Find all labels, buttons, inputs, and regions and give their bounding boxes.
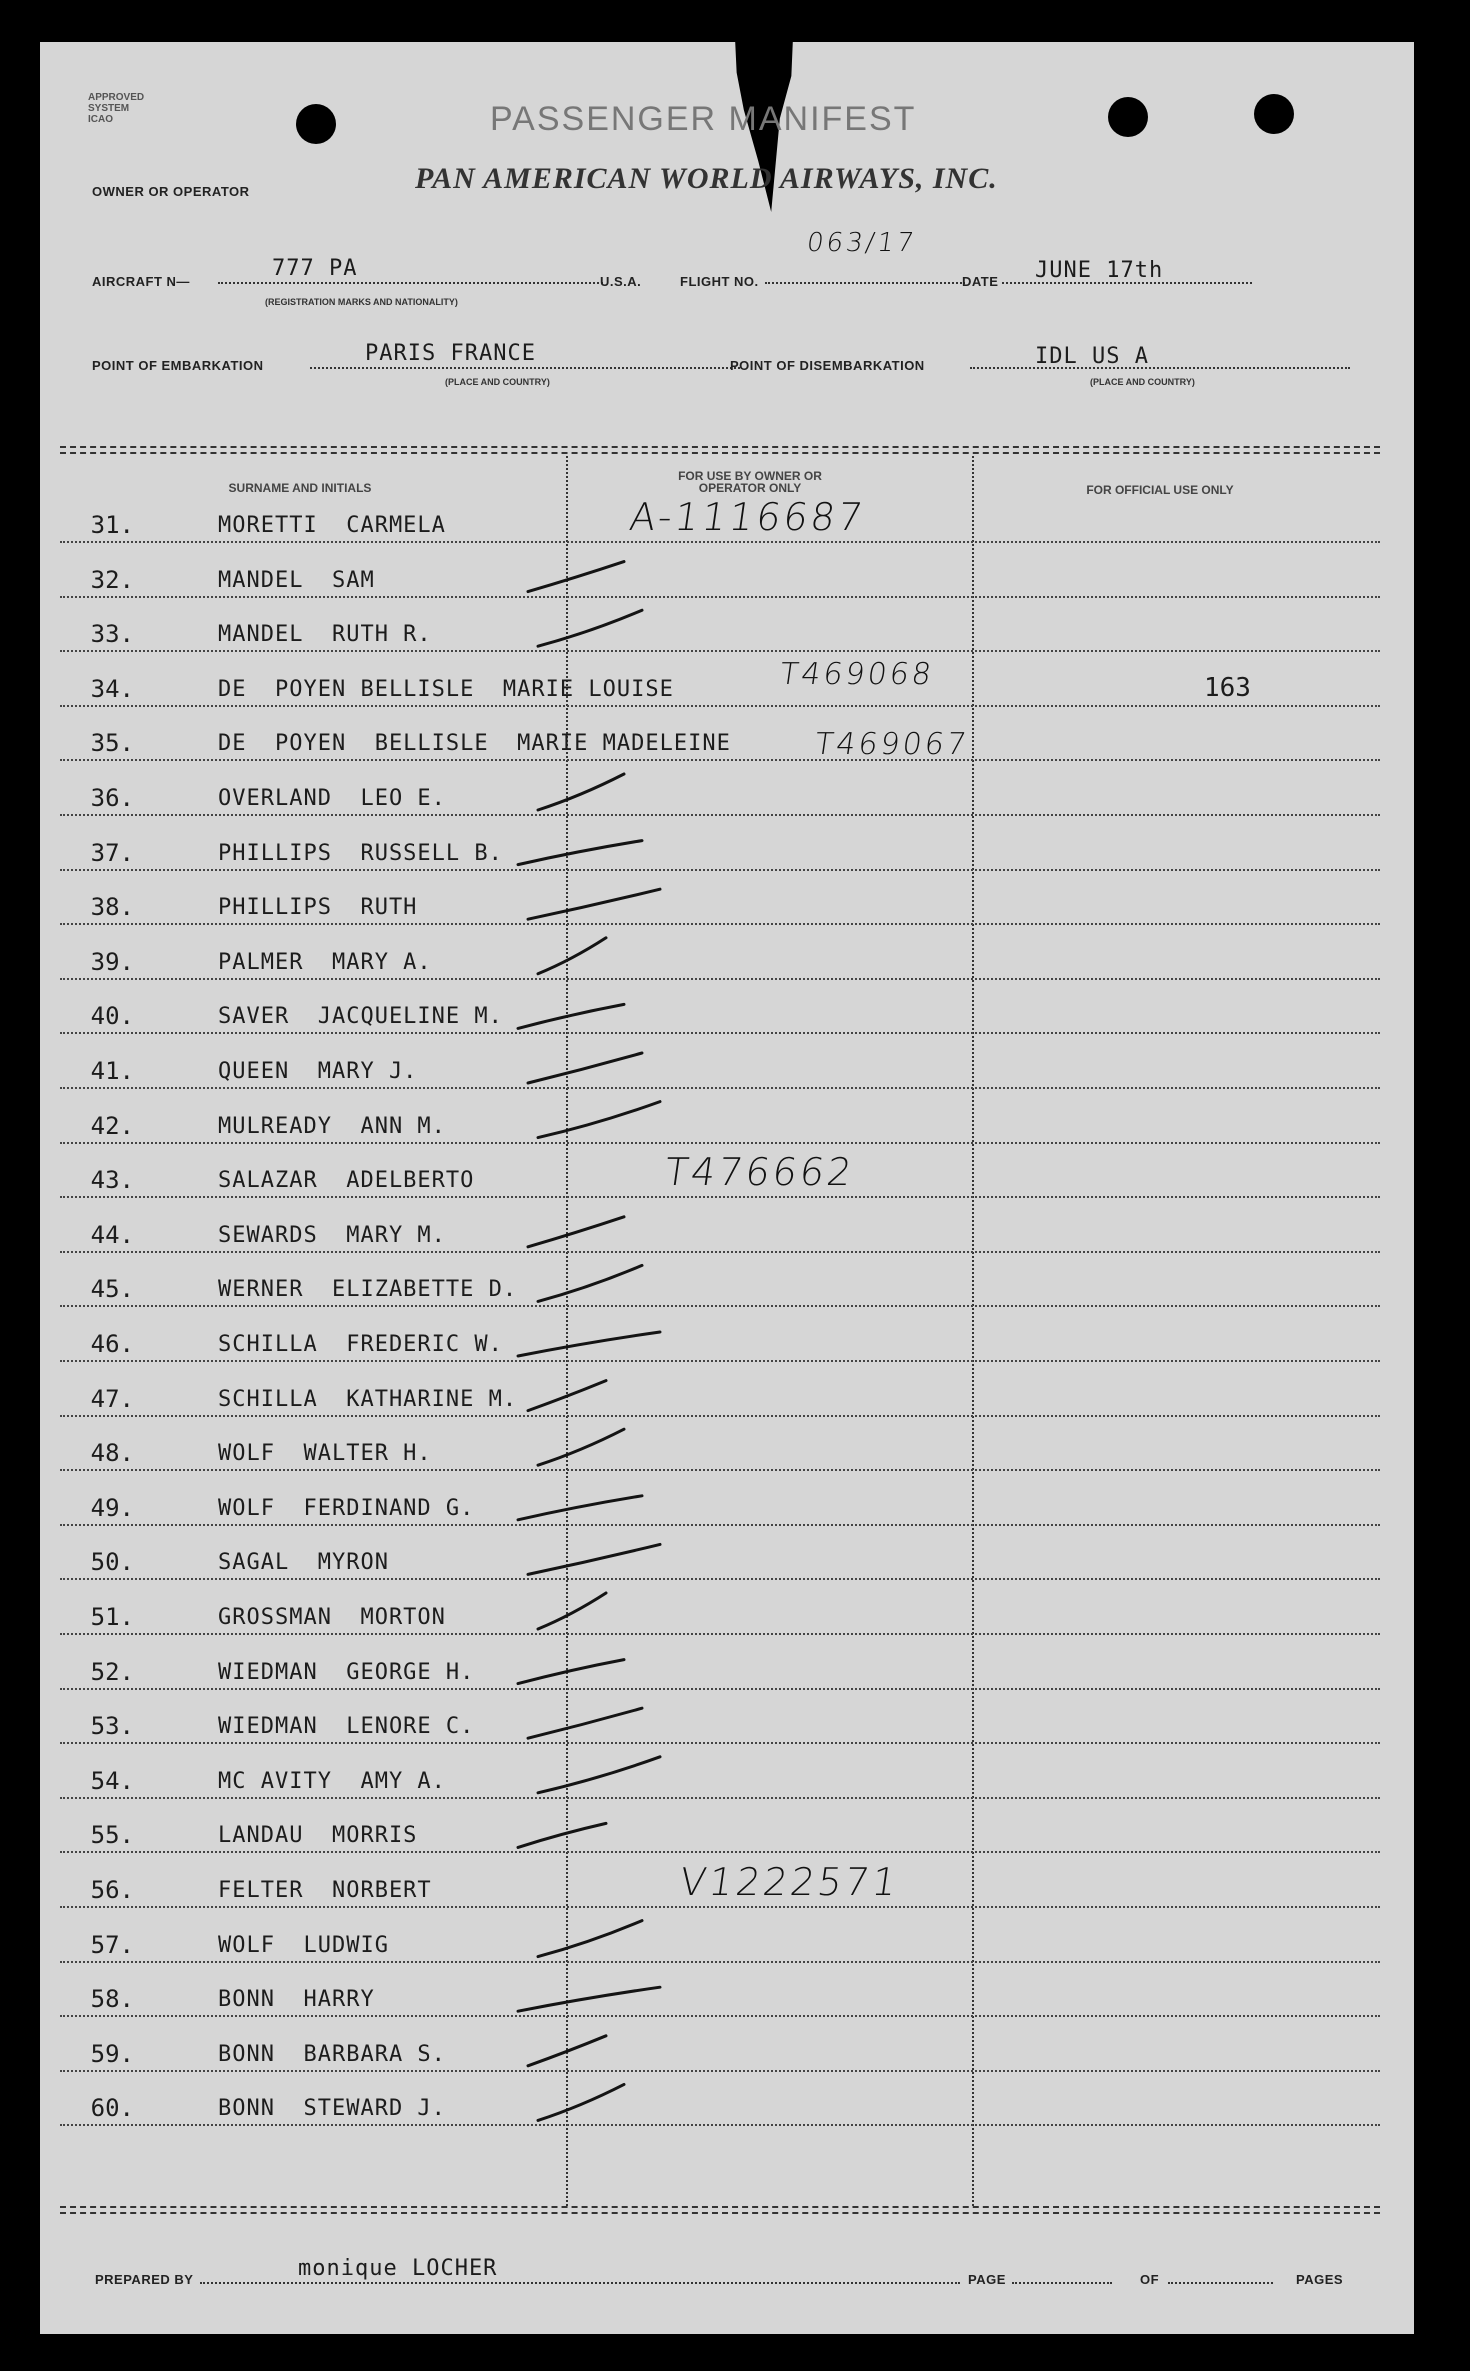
passenger-name: PHILLIPS RUTH xyxy=(218,895,418,921)
check-mark xyxy=(538,1102,660,1138)
check-mark xyxy=(538,1265,642,1301)
official-entry: 163 xyxy=(1204,672,1251,703)
passenger-number: 52. xyxy=(90,1657,134,1686)
embark-place: PARIS FRANCE xyxy=(365,341,536,366)
passenger-name: SAGAL MYRON xyxy=(218,1550,389,1576)
embark-caption: (PLACE AND COUNTRY) xyxy=(445,377,550,387)
check-mark xyxy=(538,1921,642,1957)
passenger-number: 44. xyxy=(90,1220,134,1249)
check-mark xyxy=(538,1593,606,1629)
prepared-by: monique LOCHER xyxy=(298,2256,498,2281)
flight-number: 063/17 xyxy=(804,228,919,258)
passenger-name: QUEEN MARY J. xyxy=(218,1059,418,1084)
passenger-name: WOLF WALTER H. xyxy=(218,1441,432,1467)
passenger-number: 53. xyxy=(90,1712,134,1741)
prepared-label: PREPARED BY xyxy=(95,2272,194,2287)
check-mark xyxy=(528,889,660,919)
flight-date: JUNE 17th xyxy=(1035,258,1164,283)
passenger-number: 32. xyxy=(90,565,134,594)
manifest-sheet xyxy=(40,42,1414,2334)
approval-stamp: APPROVED SYSTEM ICAO xyxy=(88,92,145,125)
passenger-number: 47. xyxy=(90,1384,134,1413)
registration-caption: (REGISTRATION MARKS AND NATIONALITY) xyxy=(265,297,458,307)
passenger-number: 43. xyxy=(90,1166,134,1195)
passenger-number: 39. xyxy=(90,947,134,976)
handwritten-check-marks xyxy=(40,42,1414,2334)
check-mark xyxy=(538,1757,660,1793)
aircraft-registration: 777 PA xyxy=(272,256,358,281)
passenger-name: MORETTI CARMELA xyxy=(218,513,446,538)
of-label: OF xyxy=(1140,2272,1160,2287)
check-mark xyxy=(528,2036,606,2066)
disembark-place: IDL US A xyxy=(1035,344,1149,369)
date-label: DATE xyxy=(962,274,999,289)
passenger-name: DE POYEN BELLISLE MARIE LOUISE xyxy=(218,676,674,702)
passenger-number: 41. xyxy=(90,1057,134,1085)
passport-number: A-1116687 xyxy=(626,495,869,539)
passenger-number: 46. xyxy=(90,1330,134,1358)
check-mark xyxy=(538,1429,624,1465)
owner-column-header: FOR USE BY OWNER OR OPERATOR ONLY xyxy=(678,469,822,495)
passenger-number: 55. xyxy=(90,1821,134,1850)
passenger-number: 51. xyxy=(90,1603,134,1631)
passenger-number: 49. xyxy=(90,1493,134,1522)
passenger-name: WIEDMAN GEORGE H. xyxy=(218,1659,475,1685)
passenger-name: MULREADY ANN M. xyxy=(218,1113,446,1139)
passport-number: V1222571 xyxy=(676,1860,903,1904)
flight-label: FLIGHT NO. xyxy=(680,274,759,289)
surname-column-header: SURNAME AND INITIALS xyxy=(228,481,372,495)
passenger-name: OVERLAND LEO E. xyxy=(218,786,446,811)
check-mark xyxy=(528,1708,642,1738)
passenger-number: 50. xyxy=(90,1548,134,1577)
disembark-caption: (PLACE AND COUNTRY) xyxy=(1090,377,1195,387)
passenger-number: 48. xyxy=(90,1439,134,1468)
pages-label: PAGES xyxy=(1296,2272,1344,2287)
passenger-name: BONN STEWARD J. xyxy=(218,2096,446,2122)
aircraft-label: AIRCRAFT N— xyxy=(92,274,190,289)
passenger-number: 36. xyxy=(90,784,134,812)
owner-label: OWNER OR OPERATOR xyxy=(92,184,250,199)
passenger-name: SAVER JACQUELINE M. xyxy=(218,1004,503,1030)
check-mark xyxy=(518,841,642,865)
check-mark xyxy=(538,774,624,810)
passenger-name: SCHILLA FREDERIC W. xyxy=(218,1332,503,1357)
check-mark xyxy=(528,1053,642,1083)
passenger-number: 42. xyxy=(90,1111,134,1140)
passenger-number: 59. xyxy=(90,2039,134,2068)
passenger-name: WOLF LUDWIG xyxy=(218,1932,389,1958)
passenger-number: 57. xyxy=(90,1930,134,1959)
passenger-number: 45. xyxy=(90,1275,134,1304)
check-mark xyxy=(518,1823,606,1847)
passenger-name: BONN HARRY xyxy=(218,1987,375,2013)
passenger-number: 40. xyxy=(90,1002,134,1031)
check-mark xyxy=(528,562,624,592)
check-mark xyxy=(538,610,642,646)
passenger-number: 34. xyxy=(90,674,134,703)
passenger-name: MC AVITY AMY A. xyxy=(218,1768,446,1794)
passenger-name: SALAZAR ADELBERTO xyxy=(218,1168,475,1194)
check-mark xyxy=(518,1004,624,1028)
passport-number: T469067 xyxy=(812,727,972,763)
passenger-name: GROSSMAN MORTON xyxy=(218,1605,446,1630)
passenger-name: WOLF FERDINAND G. xyxy=(218,1495,475,1521)
usa-label: U.S.A. xyxy=(600,274,642,289)
embark-label: POINT OF EMBARKATION xyxy=(92,358,264,373)
passenger-number: 33. xyxy=(90,620,134,649)
passport-number: T469068 xyxy=(777,656,937,692)
check-mark xyxy=(538,938,606,974)
passenger-name: MANDEL RUTH R. xyxy=(218,622,432,648)
passport-number: T476662 xyxy=(661,1150,858,1195)
passenger-number: 31. xyxy=(90,511,134,539)
check-mark xyxy=(538,2084,624,2120)
check-mark xyxy=(528,1544,660,1574)
page-label: PAGE xyxy=(968,2272,1006,2287)
check-mark xyxy=(528,1381,606,1411)
passenger-number: 58. xyxy=(90,1985,134,2014)
passenger-name: WERNER ELIZABETTE D. xyxy=(218,1277,518,1303)
passenger-name: SCHILLA KATHARINE M. xyxy=(218,1386,518,1412)
check-mark xyxy=(528,1217,624,1247)
passenger-name: MANDEL SAM xyxy=(218,567,375,593)
passenger-name: PALMER MARY A. xyxy=(218,949,432,975)
check-mark xyxy=(518,1987,660,2011)
passenger-name: PHILLIPS RUSSELL B. xyxy=(218,840,503,866)
disembark-label: POINT OF DISEMBARKATION xyxy=(730,358,925,373)
check-mark xyxy=(518,1332,660,1356)
official-column-header: FOR OFFICIAL USE ONLY xyxy=(1086,483,1234,497)
passenger-name: LANDAU MORRIS xyxy=(218,1823,418,1849)
check-mark xyxy=(518,1496,642,1520)
form-title: PASSENGER MANIFEST xyxy=(490,100,917,138)
passenger-number: 54. xyxy=(90,1766,134,1795)
passenger-name: DE POYEN BELLISLE MARIE MADELEINE xyxy=(218,731,731,757)
passenger-name: WIEDMAN LENORE C. xyxy=(218,1714,475,1740)
passenger-name: BONN BARBARA S. xyxy=(218,2041,446,2067)
check-mark xyxy=(518,1660,624,1684)
passenger-number: 35. xyxy=(90,729,134,758)
operator-name: PAN AMERICAN WORLD AIRWAYS, INC. xyxy=(415,162,998,195)
passenger-number: 60. xyxy=(90,2094,134,2123)
passenger-number: 56. xyxy=(90,1876,134,1904)
passenger-number: 37. xyxy=(90,838,134,867)
passenger-number: 38. xyxy=(90,893,134,922)
passenger-name: SEWARDS MARY M. xyxy=(218,1222,446,1248)
passenger-name: FELTER NORBERT xyxy=(218,1878,432,1903)
